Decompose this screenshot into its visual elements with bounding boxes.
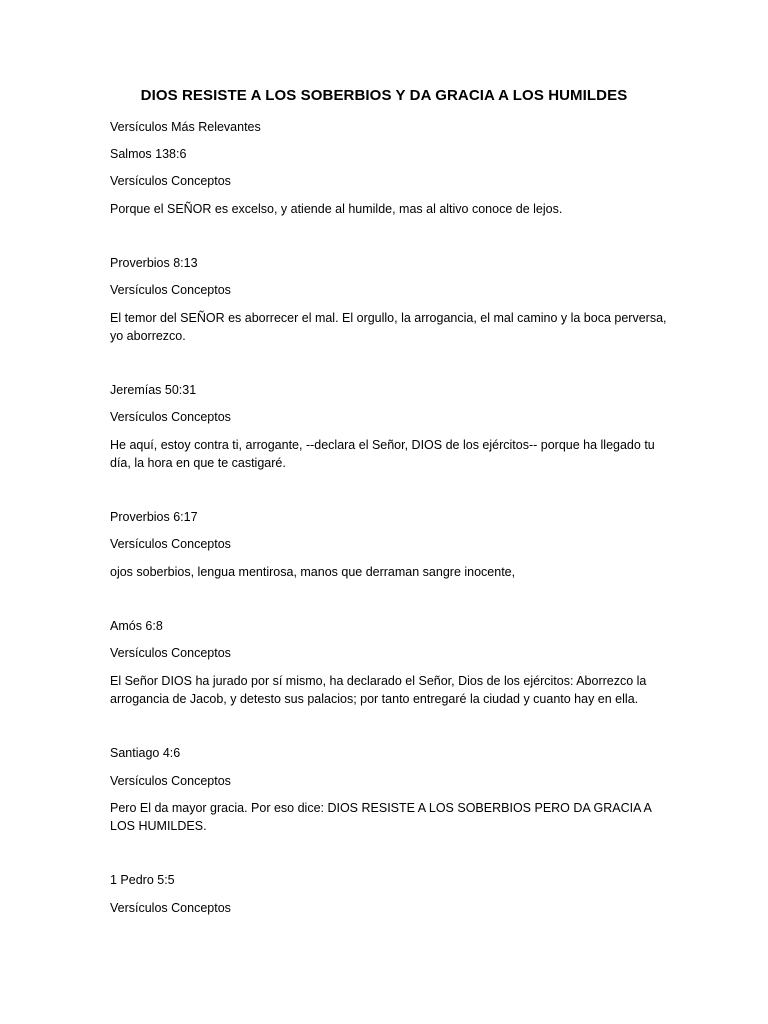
verse-text: ojos soberbios, lengua mentirosa, manos que derraman sangre inocente,: [110, 565, 516, 579]
verse-text: Pero El da mayor gracia. Por eso dice: DIOS RESISTE A LOS SOBERBIOS PERO DA GRACIA A LOS HUMILDES.: [110, 801, 652, 833]
verse-text: Porque el SEÑOR es excelso, y atiende al humilde, mas al altivo conoce de lejos.: [110, 202, 563, 216]
verse-reference: Jeremías 50:31: [110, 383, 197, 397]
verse-label: Versículos Conceptos: [110, 174, 231, 188]
verse-reference: Amós 6:8: [110, 619, 163, 633]
verse-text: El temor del SEÑOR es aborrecer el mal. El orgullo, la arrogancia, el mal camino y la boca perversa, yo aborrezco.: [110, 311, 667, 343]
verse-reference: Proverbios 8:13: [110, 256, 198, 270]
verse-label: Versículos Conceptos: [110, 283, 231, 297]
verse-text: El Señor DIOS ha jurado por sí mismo, ha declarado el Señor, Dios de los ejércitos: Aborrezco la arrogancia de Jacob, y detesto sus palacios; por tanto entregaré la ciudad y cuanto hay en ella.: [110, 674, 647, 706]
verse-reference: Proverbios 6:17: [110, 510, 198, 524]
page-title: DIOS RESISTE A LOS SOBERBIOS Y DA GRACIA A LOS HUMILDES: [140, 87, 628, 104]
verse-label: Versículos Conceptos: [110, 537, 231, 551]
section-subtitle: Versículos Más Relevantes: [110, 120, 261, 134]
verse-text: He aquí, estoy contra ti, arrogante, --declara el Señor, DIOS de los ejércitos-- porque ha llegado tu día, la hora en que te castigaré.: [110, 438, 655, 470]
verse-reference: 1 Pedro 5:5: [110, 873, 175, 887]
verse-label: Versículos Conceptos: [110, 646, 231, 660]
verse-reference: Salmos 138:6: [110, 147, 187, 161]
verse-label: Versículos Conceptos: [110, 774, 231, 788]
verse-label: Versículos Conceptos: [110, 410, 231, 424]
verse-reference: Santiago 4:6: [110, 746, 181, 760]
verse-label: Versículos Conceptos: [110, 901, 231, 915]
